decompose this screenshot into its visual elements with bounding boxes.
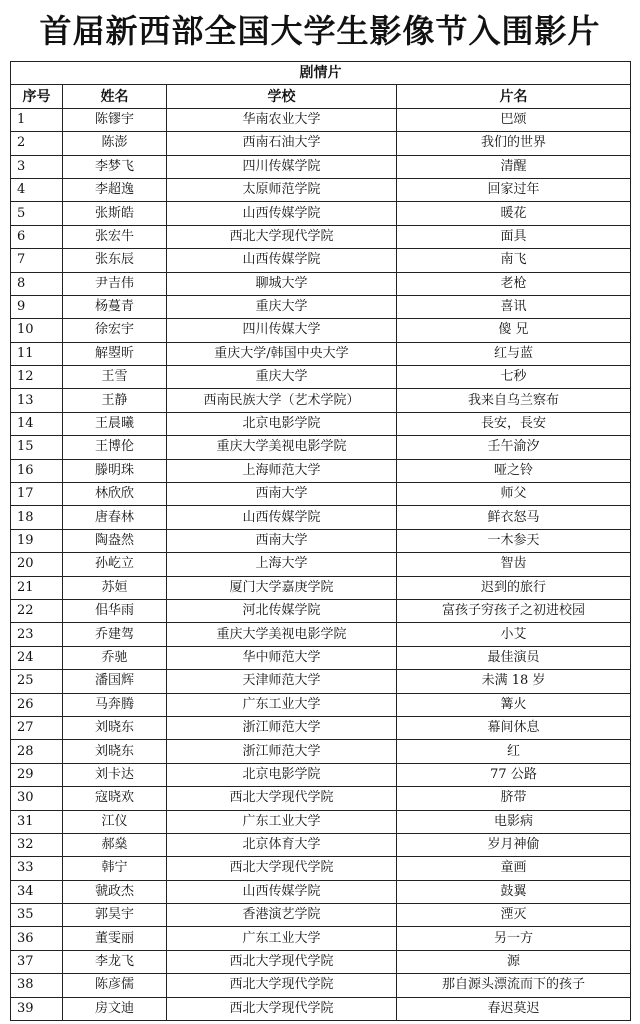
cell-film: 鼓翼 xyxy=(397,880,631,903)
cell-name: 尹吉伟 xyxy=(63,272,167,295)
cell-film: 师父 xyxy=(397,483,631,506)
table-row xyxy=(11,272,631,295)
cell-num: 21 xyxy=(11,576,63,599)
cell-school: 重庆大学 xyxy=(167,295,397,318)
cell-name: 解曌昕 xyxy=(63,342,167,365)
cell-school: 重庆大学/韩国中央大学 xyxy=(167,342,397,365)
table-row xyxy=(11,202,631,225)
cell-name: 张宏牛 xyxy=(63,225,167,248)
cell-school: 广东工业大学 xyxy=(167,693,397,716)
cell-name: 李超逸 xyxy=(63,178,167,201)
cell-film: 南飞 xyxy=(397,249,631,272)
cell-film: 七秒 xyxy=(397,366,631,389)
cell-school: 浙江师范大学 xyxy=(167,716,397,739)
cell-name: 潘国辉 xyxy=(63,670,167,693)
cell-school: 重庆大学 xyxy=(167,366,397,389)
cell-num: 17 xyxy=(11,483,63,506)
cell-num: 10 xyxy=(11,319,63,342)
cell-film: 富孩子穷孩子之初进校园 xyxy=(397,599,631,622)
table-row xyxy=(11,342,631,365)
table-row xyxy=(11,787,631,810)
cell-film: 我们的世界 xyxy=(397,132,631,155)
cell-school: 山西传媒学院 xyxy=(167,249,397,272)
cell-school: 山西传媒学院 xyxy=(167,202,397,225)
cell-name: 郝燊 xyxy=(63,833,167,856)
cell-num: 11 xyxy=(11,342,63,365)
cell-num: 6 xyxy=(11,225,63,248)
cell-school: 河北传媒学院 xyxy=(167,599,397,622)
table-row xyxy=(11,576,631,599)
cell-num: 12 xyxy=(11,366,63,389)
cell-name: 陈镠宇 xyxy=(63,108,167,131)
cell-school: 四川传媒大学 xyxy=(167,319,397,342)
cell-school: 广东工业大学 xyxy=(167,927,397,950)
cell-school: 北京电影学院 xyxy=(167,763,397,786)
cell-num: 9 xyxy=(11,295,63,318)
cell-num: 7 xyxy=(11,249,63,272)
cell-school: 华南农业大学 xyxy=(167,108,397,131)
table-row xyxy=(11,483,631,506)
table-row xyxy=(11,997,631,1020)
cell-name: 王晨曦 xyxy=(63,412,167,435)
cell-num: 24 xyxy=(11,646,63,669)
table-row xyxy=(11,880,631,903)
cell-name: 林欣欣 xyxy=(63,483,167,506)
cell-num: 5 xyxy=(11,202,63,225)
cell-name: 刘晓东 xyxy=(63,716,167,739)
cell-film: 傻 兄 xyxy=(397,319,631,342)
table-row xyxy=(11,904,631,927)
table-row xyxy=(11,319,631,342)
cell-num: 38 xyxy=(11,974,63,997)
film-table xyxy=(10,61,631,1021)
table-row xyxy=(11,927,631,950)
table-row xyxy=(11,132,631,155)
cell-num: 8 xyxy=(11,272,63,295)
table-row xyxy=(11,459,631,482)
cell-name: 虢政杰 xyxy=(63,880,167,903)
cell-school: 西南大学 xyxy=(167,529,397,552)
table-row xyxy=(11,553,631,576)
cell-school: 山西传媒学院 xyxy=(167,880,397,903)
cell-num: 14 xyxy=(11,412,63,435)
table-row xyxy=(11,950,631,973)
cell-num: 13 xyxy=(11,389,63,412)
cell-school: 西北大学现代学院 xyxy=(167,974,397,997)
cell-name: 杨蔓青 xyxy=(63,295,167,318)
cell-school: 太原师范学院 xyxy=(167,178,397,201)
cell-name: 刘晓东 xyxy=(63,740,167,763)
cell-film: 岁月神偷 xyxy=(397,833,631,856)
table-row xyxy=(11,810,631,833)
cell-film: 电影病 xyxy=(397,810,631,833)
cell-school: 聊城大学 xyxy=(167,272,397,295)
cell-school: 北京电影学院 xyxy=(167,412,397,435)
table-row xyxy=(11,249,631,272)
cell-film: 童画 xyxy=(397,857,631,880)
cell-name: 陶盎然 xyxy=(63,529,167,552)
cell-school: 天津师范大学 xyxy=(167,670,397,693)
cell-name: 马奔腾 xyxy=(63,693,167,716)
cell-num: 23 xyxy=(11,623,63,646)
cell-name: 江仪 xyxy=(63,810,167,833)
table-row xyxy=(11,412,631,435)
cell-num: 34 xyxy=(11,880,63,903)
header-row xyxy=(11,85,631,108)
cell-name: 王静 xyxy=(63,389,167,412)
cell-film: 最佳演员 xyxy=(397,646,631,669)
cell-film: 篝火 xyxy=(397,693,631,716)
table-row xyxy=(11,599,631,622)
table-row xyxy=(11,857,631,880)
cell-film: 湮灭 xyxy=(397,904,631,927)
table-row xyxy=(11,623,631,646)
cell-film: 回家过年 xyxy=(397,178,631,201)
cell-name: 陈彦儒 xyxy=(63,974,167,997)
table-row xyxy=(11,225,631,248)
cell-num: 30 xyxy=(11,787,63,810)
cell-film: 幕间休息 xyxy=(397,716,631,739)
cell-school: 华中师范大学 xyxy=(167,646,397,669)
cell-name: 寇晓欢 xyxy=(63,787,167,810)
table-row xyxy=(11,436,631,459)
cell-name: 郭昊宇 xyxy=(63,904,167,927)
cell-num: 20 xyxy=(11,553,63,576)
cell-num: 22 xyxy=(11,599,63,622)
cell-school: 四川传媒学院 xyxy=(167,155,397,178)
cell-num: 36 xyxy=(11,927,63,950)
cell-num: 19 xyxy=(11,529,63,552)
header-film: 片名 xyxy=(397,85,631,108)
cell-num: 15 xyxy=(11,436,63,459)
cell-film: 巴颂 xyxy=(397,108,631,131)
cell-school: 上海师范大学 xyxy=(167,459,397,482)
cell-name: 韩宁 xyxy=(63,857,167,880)
cell-num: 3 xyxy=(11,155,63,178)
cell-film: 鲜衣怒马 xyxy=(397,506,631,529)
cell-film: 未满 18 岁 xyxy=(397,670,631,693)
cell-film: 清醒 xyxy=(397,155,631,178)
cell-num: 16 xyxy=(11,459,63,482)
header-num: 序号 xyxy=(11,85,63,108)
cell-school: 广东工业大学 xyxy=(167,810,397,833)
cell-school: 西北大学现代学院 xyxy=(167,787,397,810)
cell-name: 张斯皓 xyxy=(63,202,167,225)
cell-school: 上海大学 xyxy=(167,553,397,576)
cell-num: 37 xyxy=(11,950,63,973)
cell-film: 面具 xyxy=(397,225,631,248)
cell-school: 西南石油大学 xyxy=(167,132,397,155)
cell-num: 29 xyxy=(11,763,63,786)
table-row xyxy=(11,974,631,997)
cell-num: 25 xyxy=(11,670,63,693)
cell-name: 唐春林 xyxy=(63,506,167,529)
cell-num: 28 xyxy=(11,740,63,763)
cell-film: 喜讯 xyxy=(397,295,631,318)
cell-film: 脐带 xyxy=(397,787,631,810)
cell-num: 4 xyxy=(11,178,63,201)
cell-name: 乔驰 xyxy=(63,646,167,669)
cell-num: 26 xyxy=(11,693,63,716)
cell-name: 苏姮 xyxy=(63,576,167,599)
table-row xyxy=(11,506,631,529)
cell-num: 33 xyxy=(11,857,63,880)
cell-film: 红与蓝 xyxy=(397,342,631,365)
cell-film: 小艾 xyxy=(397,623,631,646)
cell-film: 那自源头漂流而下的孩子 xyxy=(397,974,631,997)
cell-film: 迟到的旅行 xyxy=(397,576,631,599)
cell-school: 浙江师范大学 xyxy=(167,740,397,763)
cell-name: 张东辰 xyxy=(63,249,167,272)
table-row xyxy=(11,295,631,318)
section-row xyxy=(11,62,631,85)
table-row xyxy=(11,716,631,739)
cell-name: 刘卡达 xyxy=(63,763,167,786)
cell-school: 香港演艺学院 xyxy=(167,904,397,927)
cell-school: 西北大学现代学院 xyxy=(167,950,397,973)
cell-film: 壬午渝汐 xyxy=(397,436,631,459)
table-row xyxy=(11,646,631,669)
cell-school: 西北大学现代学院 xyxy=(167,857,397,880)
cell-num: 32 xyxy=(11,833,63,856)
section-title: 剧情片 xyxy=(11,62,631,85)
cell-school: 厦门大学嘉庚学院 xyxy=(167,576,397,599)
cell-name: 李梦飞 xyxy=(63,155,167,178)
cell-name: 佀华雨 xyxy=(63,599,167,622)
cell-num: 2 xyxy=(11,132,63,155)
page-title: 首届新西部全国大学生影像节入围影片 xyxy=(39,12,601,50)
cell-name: 滕明珠 xyxy=(63,459,167,482)
cell-num: 31 xyxy=(11,810,63,833)
table-row xyxy=(11,833,631,856)
cell-name: 孙屹立 xyxy=(63,553,167,576)
cell-film: 我来自乌兰察布 xyxy=(397,389,631,412)
table-row xyxy=(11,740,631,763)
cell-name: 王雪 xyxy=(63,366,167,389)
cell-name: 李龙飞 xyxy=(63,950,167,973)
cell-school: 重庆大学美视电影学院 xyxy=(167,623,397,646)
cell-school: 西南民族大学（艺术学院） xyxy=(167,389,397,412)
cell-name: 王博伦 xyxy=(63,436,167,459)
header-name: 姓名 xyxy=(63,85,167,108)
cell-school: 山西传媒学院 xyxy=(167,506,397,529)
cell-num: 27 xyxy=(11,716,63,739)
table-row xyxy=(11,529,631,552)
cell-film: 老枪 xyxy=(397,272,631,295)
cell-num: 18 xyxy=(11,506,63,529)
cell-film: 暖花 xyxy=(397,202,631,225)
table-body xyxy=(11,108,631,1020)
cell-name: 董雯丽 xyxy=(63,927,167,950)
table-row xyxy=(11,693,631,716)
cell-film: 77 公路 xyxy=(397,763,631,786)
table-row xyxy=(11,155,631,178)
cell-film: 哑之铃 xyxy=(397,459,631,482)
cell-school: 西北大学现代学院 xyxy=(167,997,397,1020)
cell-num: 39 xyxy=(11,997,63,1020)
cell-film: 春迟莫迟 xyxy=(397,997,631,1020)
cell-school: 重庆大学美视电影学院 xyxy=(167,436,397,459)
header-school: 学校 xyxy=(167,85,397,108)
table-row xyxy=(11,178,631,201)
cell-film: 源 xyxy=(397,950,631,973)
cell-name: 徐宏宇 xyxy=(63,319,167,342)
cell-name: 陈澎 xyxy=(63,132,167,155)
cell-name: 乔建驾 xyxy=(63,623,167,646)
cell-num: 1 xyxy=(11,108,63,131)
table-row xyxy=(11,108,631,131)
cell-num: 35 xyxy=(11,904,63,927)
table-row xyxy=(11,763,631,786)
cell-name: 房文迪 xyxy=(63,997,167,1020)
cell-film: 另一方 xyxy=(397,927,631,950)
cell-school: 西南大学 xyxy=(167,483,397,506)
cell-school: 北京体育大学 xyxy=(167,833,397,856)
cell-film: 一木参天 xyxy=(397,529,631,552)
cell-film: 智齿 xyxy=(397,553,631,576)
cell-school: 西北大学现代学院 xyxy=(167,225,397,248)
table-row xyxy=(11,366,631,389)
cell-film: 红 xyxy=(397,740,631,763)
cell-film: 長安，長安 xyxy=(397,412,631,435)
table-row xyxy=(11,670,631,693)
table-row xyxy=(11,389,631,412)
